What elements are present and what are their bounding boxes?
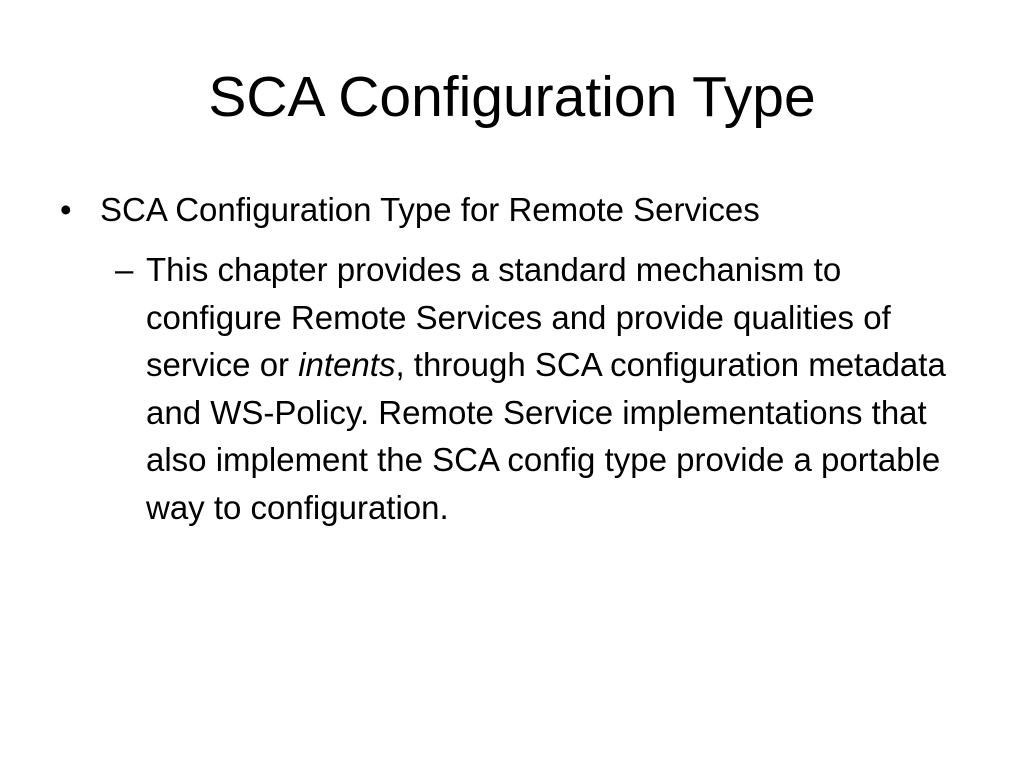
sub-bullet-item [115,246,975,531]
bullet-marker: • [60,191,72,228]
bullet-item [60,186,980,234]
sub-bullet-marker: – [115,251,134,288]
bullet-text: SCA Configuration Type for Remote Services [100,191,760,228]
slide-title: SCA Configuration Type [208,65,816,129]
sub-bullet-text-after: , through SCA configuration metadata and WS-Policy. Remote Service implementations that also implement the SCA config type provide a portable way to configuration. [146,346,946,526]
sub-bullet-text-before: This chapter provides a standard mechanism to configure Remote Services and provide qualities of service or [146,251,891,383]
sub-bullet-emphasis: intents [298,346,396,383]
sub-bullet-text [146,246,975,531]
